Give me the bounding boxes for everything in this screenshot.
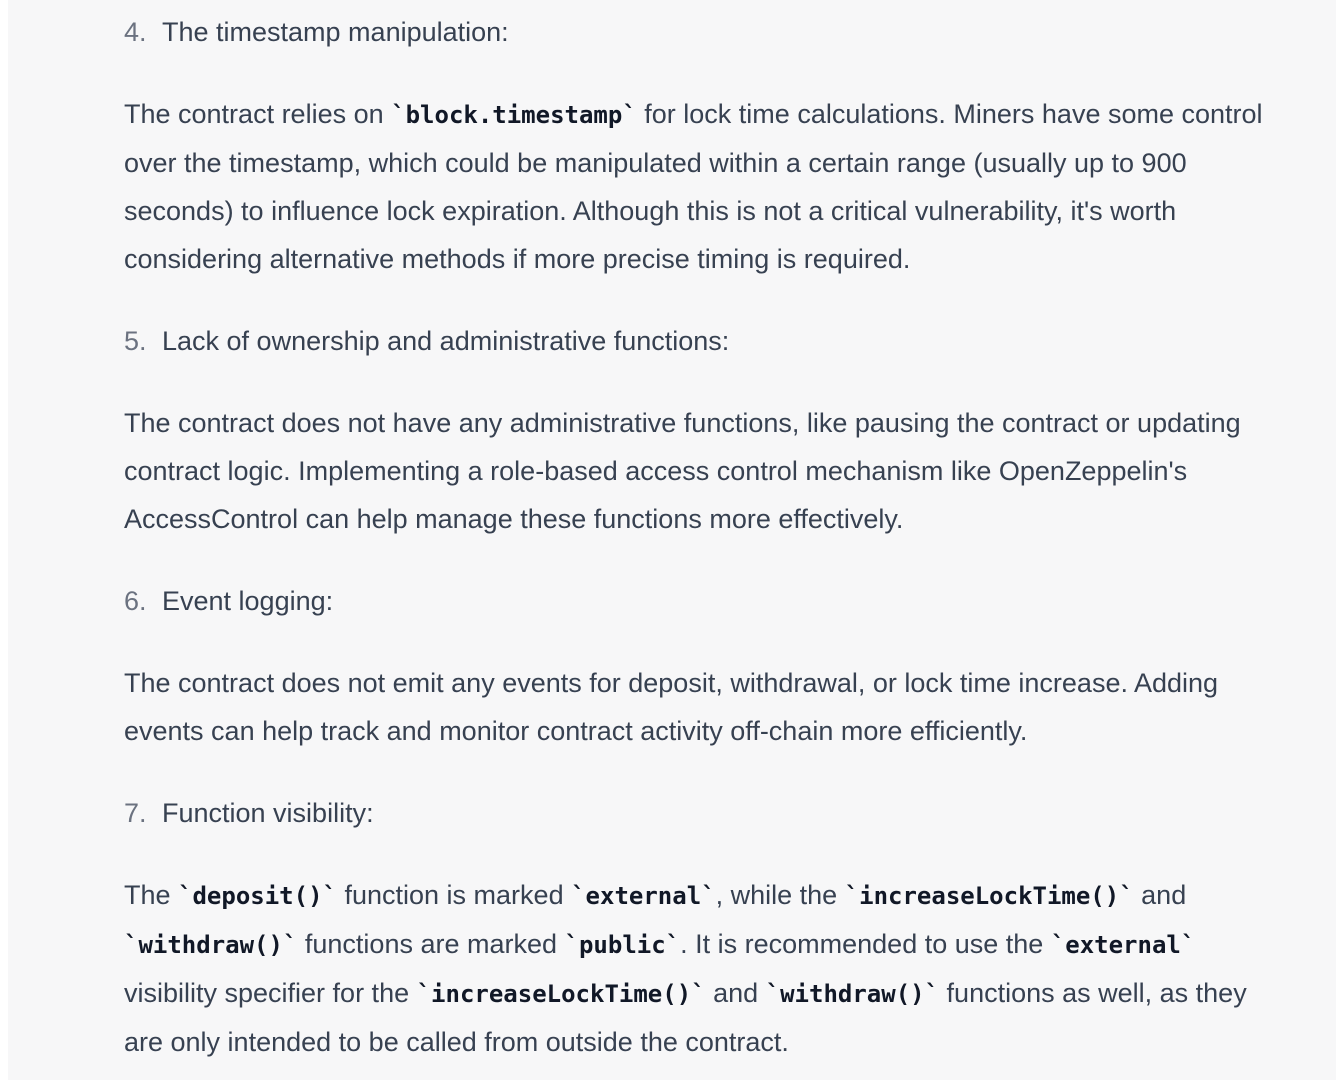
list-item-title: Event logging: bbox=[162, 586, 334, 616]
text-run: and bbox=[705, 978, 766, 1008]
inline-code: `external` bbox=[1050, 931, 1196, 959]
list-item-heading bbox=[124, 577, 1264, 625]
list-item-5 bbox=[124, 317, 1264, 543]
text-run: The contract does not emit any events for deposit, withdrawal, or lock time increase. Adding events can help track and monitor contract activity off-chain more efficiently. bbox=[124, 668, 1219, 746]
list-item-heading bbox=[124, 789, 1264, 837]
list-item-6 bbox=[124, 577, 1264, 755]
list-item-body bbox=[124, 90, 1264, 283]
list-item-4 bbox=[124, 8, 1264, 283]
inline-code: `withdraw()` bbox=[765, 980, 940, 1008]
list-item-number: 5. bbox=[124, 326, 147, 356]
inline-code: `deposit()` bbox=[178, 882, 337, 910]
text-run: and bbox=[1133, 880, 1187, 910]
list-item-number: 4. bbox=[124, 17, 147, 47]
inline-code: `increaseLockTime()` bbox=[844, 882, 1134, 910]
inline-code: `external` bbox=[571, 882, 716, 910]
list-item-number: 6. bbox=[124, 586, 147, 616]
text-run: functions as well, as they are only intended to be called from outside the contract. bbox=[124, 978, 1247, 1057]
inline-code: `increaseLockTime()` bbox=[416, 980, 706, 1008]
message-content bbox=[124, 0, 1264, 1066]
text-run: visibility specifier for the bbox=[124, 978, 417, 1008]
text-run: , while the bbox=[715, 880, 845, 910]
list-item-title: Lack of ownership and administrative functions: bbox=[162, 326, 730, 356]
inline-code: `block.timestamp` bbox=[391, 101, 637, 129]
list-item-heading bbox=[124, 317, 1264, 365]
list-item-heading bbox=[124, 8, 1264, 56]
text-run: for lock time calculations. Miners have some control over the timestamp, which could be manipulated within a certain range (usually up to 900 seconds) to influence lock expiration. Although this is not a critical vulnerability, it's worth considering alternative methods if more precise timing is required. bbox=[124, 99, 1263, 274]
list-item-body bbox=[124, 659, 1264, 755]
list-item-body bbox=[124, 871, 1264, 1066]
inline-code: `public` bbox=[564, 931, 681, 959]
list-item-7 bbox=[124, 789, 1264, 1066]
text-run: The contract relies on bbox=[124, 99, 392, 129]
text-run: . It is recommended to use the bbox=[680, 929, 1051, 959]
chat-message-panel bbox=[8, 0, 1336, 1080]
list-item-title: The timestamp manipulation: bbox=[162, 17, 509, 47]
list-item-number: 7. bbox=[124, 798, 147, 828]
inline-code: `withdraw()` bbox=[124, 931, 298, 959]
text-run: function is marked bbox=[336, 880, 572, 910]
text-run: functions are marked bbox=[297, 929, 565, 959]
list-item-title: Function visibility: bbox=[162, 798, 374, 828]
list-item-body bbox=[124, 399, 1264, 543]
text-run: The bbox=[124, 880, 179, 910]
text-run: The contract does not have any administrative functions, like pausing the contract or updating contract logic. Implementing a role-based access control mechanism like OpenZeppelin's AccessControl can help manage these functions more effectively. bbox=[124, 408, 1241, 534]
